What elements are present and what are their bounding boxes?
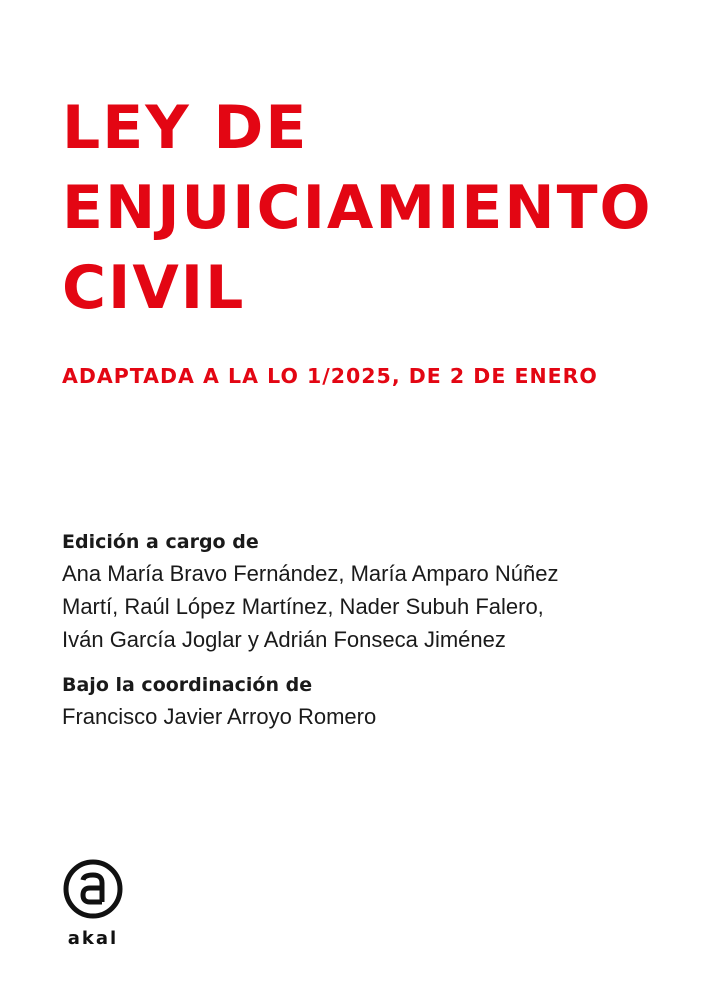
- editors-line-3: Iván García Joglar y Adrián Fonseca Jiménez: [62, 627, 506, 652]
- publisher-logo: [60, 858, 126, 949]
- title-line-3: CIVIL: [62, 253, 246, 323]
- edition-heading: Edición a cargo de: [62, 531, 259, 553]
- publisher-name: akal: [67, 928, 119, 949]
- editors-line-2: Martí, Raúl López Martínez, Nader Subuh Falero,: [62, 594, 544, 619]
- coordination-heading: Bajo la coordinación de: [62, 674, 313, 696]
- book-subtitle: ADAPTADA A LA LO 1/2025, DE 2 DE ENERO: [62, 364, 598, 388]
- editors-line-1: Ana María Bravo Fernández, María Amparo Núñez: [62, 561, 559, 586]
- book-title: [62, 88, 702, 328]
- credits-spacer: [62, 656, 702, 670]
- title-line-1: LEY DE: [62, 93, 309, 163]
- credits-section: [62, 527, 702, 733]
- akal-circle-a-icon: [62, 858, 124, 920]
- coordinator-name: Francisco Javier Arroyo Romero: [62, 704, 377, 729]
- title-line-2: ENJUICIAMIENTO: [62, 173, 653, 243]
